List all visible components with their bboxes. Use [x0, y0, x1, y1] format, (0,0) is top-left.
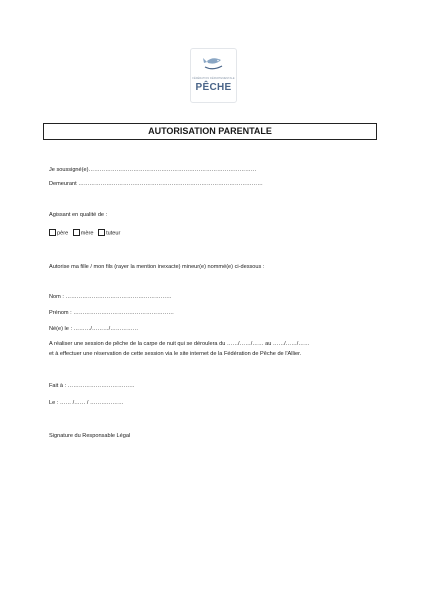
logo-small-text: FÉDÉRATION DÉPARTEMENTALE: [192, 77, 235, 80]
signature-label: Signature du Responsable Légal: [49, 433, 131, 439]
pere-checkbox[interactable]: [49, 229, 56, 236]
session-dates-text[interactable]: A réaliser une session de pêche de la carpe de nuit qui se déroulera du ……/……/…… au ……/……/……: [49, 341, 310, 347]
federation-logo: [190, 48, 237, 103]
document-title: AUTORISATION PARENTALE: [43, 123, 377, 140]
tuteur-checkbox[interactable]: [98, 229, 105, 236]
demeurant-field[interactable]: Demeurant ………………………………………………………………………………………: [49, 181, 263, 187]
fish-icon: [191, 49, 236, 79]
mere-checkbox[interactable]: [73, 229, 80, 236]
pere-label: père: [57, 230, 69, 237]
date-field[interactable]: Le : …… /…… / ………………: [49, 400, 124, 406]
tuteur-label: tuteur: [106, 230, 121, 237]
qualite-options: [49, 229, 120, 238]
reservation-text: et à effectuer une réservation de cette session via le site internet de la Fédération de Pêche de l'Allier.: [49, 351, 302, 357]
mere-label: mère: [80, 230, 94, 237]
logo-brand-text: PÊCHE: [195, 82, 232, 93]
soussigne-field[interactable]: Je soussigné(e)………………………………………………………………………………: [49, 167, 257, 173]
qualite-label: Agissant en qualité de :: [49, 212, 108, 218]
naissance-field[interactable]: Né(e) le : ………/………/……………: [49, 326, 139, 332]
fait-a-field[interactable]: Fait à : ………………………………: [49, 383, 135, 389]
autorise-text: Autorise ma fille / mon fils (rayer la mention inexacte) mineur(e) nommé(e) ci-dessous :: [49, 264, 265, 270]
prenom-field[interactable]: Prénom : ………………………………………………: [49, 310, 174, 316]
nom-field[interactable]: Nom : …………………………………………………: [49, 294, 172, 300]
